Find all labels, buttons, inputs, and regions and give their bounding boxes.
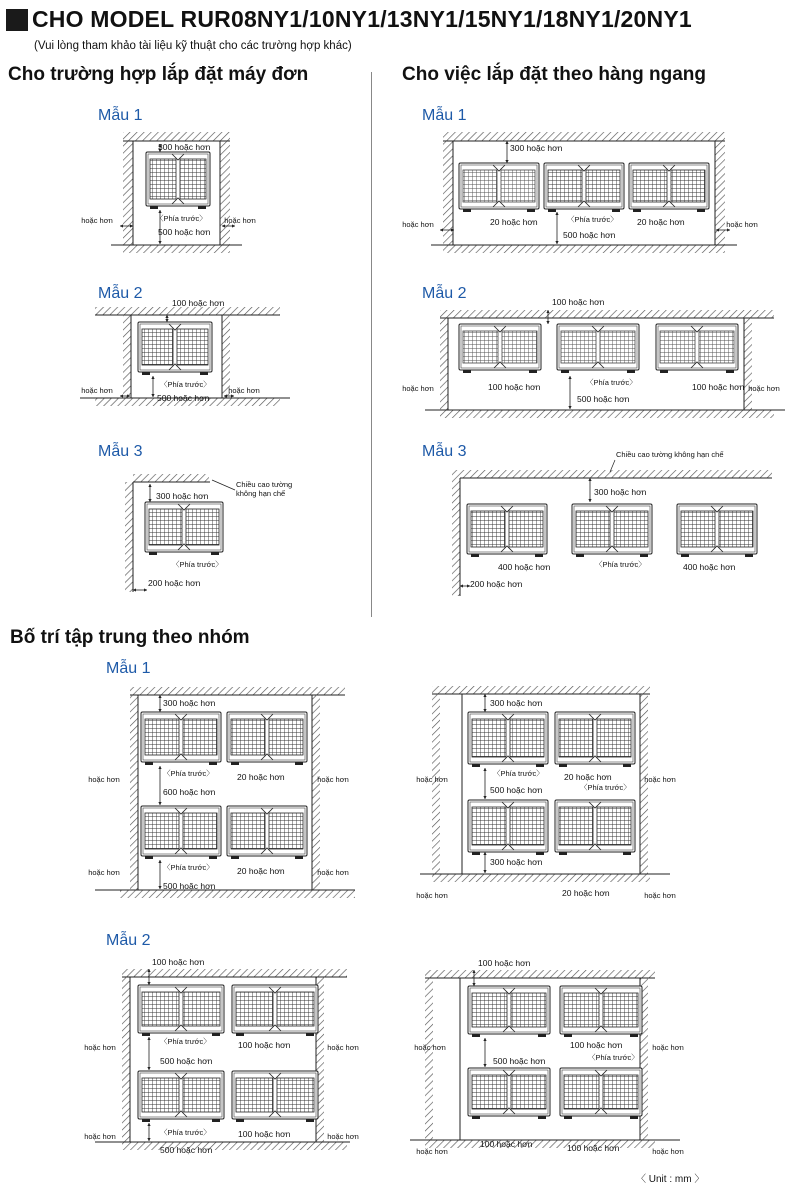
side-clearance-suffix: hoặc hơn	[317, 868, 349, 877]
unit-foot	[211, 552, 219, 555]
outdoor-unit	[560, 1068, 642, 1119]
unit-foot	[576, 554, 584, 557]
unit-foot	[200, 372, 208, 375]
unit-foot	[612, 209, 620, 212]
unit-foot	[538, 1034, 546, 1037]
side-clearance-suffix: hoặc hơn	[644, 775, 676, 784]
outdoor-unit	[459, 163, 539, 212]
dim-rear-label: 200 hoặc hơn	[148, 578, 201, 588]
page-title: CHO MODEL RUR08NY1/10NY1/13NY1/15NY1/18NY1/20NY1	[32, 6, 692, 32]
unit-fan-grill	[180, 159, 206, 199]
unit-fan-grill	[614, 511, 648, 547]
outdoor-unit	[138, 1071, 224, 1122]
dim-rear-label: 200 hoặc hơn	[470, 579, 523, 589]
front-label: 〈Phía trước〉	[163, 769, 214, 778]
unit-foot	[623, 764, 631, 767]
label-horizontal-pattern-2: Mẫu 2	[422, 285, 467, 302]
side-clearance-suffix: hoặc hơn	[84, 1043, 116, 1052]
unit-foot	[548, 209, 556, 212]
outdoor-unit	[557, 324, 639, 373]
unit-fan-grill	[559, 807, 593, 845]
outdoor-unit	[232, 985, 318, 1036]
wall-hatch	[130, 687, 345, 695]
unit-foot	[527, 209, 535, 212]
side-clearance-suffix: hoặc hơn	[402, 384, 434, 393]
outdoor-unit	[227, 806, 307, 859]
unit-fan-grill	[236, 1078, 273, 1112]
unit-foot	[640, 554, 648, 557]
side-clearance-suffix: hoặc hơn	[224, 216, 256, 225]
outdoor-unit	[141, 712, 221, 765]
unit-fan-grill	[559, 719, 593, 757]
side-clearance-suffix: hoặc hơn	[748, 384, 780, 393]
unit-foot	[212, 1033, 220, 1036]
side-clearance-suffix: hoặc hơn	[327, 1043, 359, 1052]
unit-fan-grill	[231, 719, 265, 755]
wall-hatch	[122, 969, 347, 977]
wall-hatch	[133, 474, 209, 482]
unit-fan-grill	[510, 719, 544, 757]
side-clearance-suffix: hoặc hơn	[644, 891, 676, 900]
front-label: 〈Phía trước〉	[595, 560, 646, 569]
dim-gap-label: 20 hoặc hơn	[237, 866, 285, 876]
wall-hatch	[440, 318, 448, 410]
dim-top-label: 100 hoặc hơn	[152, 957, 205, 967]
unit-fan-grill	[183, 992, 220, 1026]
dim-gap-label: 20 hoặc hơn	[637, 217, 685, 227]
unit-fan-grill	[269, 813, 303, 849]
side-clearance-suffix: hoặc hơn	[88, 775, 120, 784]
dim-mid-label: 500 hoặc hơn	[493, 1056, 546, 1066]
dim-front-label: 500 hoặc hơn	[157, 393, 210, 403]
unit-fan-grill	[231, 813, 265, 849]
unit-foot	[681, 554, 689, 557]
unit-fan-grill	[186, 509, 219, 545]
outdoor-unit	[138, 985, 224, 1036]
unit-foot	[295, 856, 303, 859]
unit-fan-grill	[671, 170, 705, 202]
dim-top-label: 100 hoặc hơn	[478, 958, 531, 968]
dim-gap-label: 20 hoặc hơn	[490, 217, 538, 227]
dim-top-label: 100 hoặc hơn	[552, 297, 605, 307]
unit-fan-grill	[472, 807, 506, 845]
dim-top-label: 300 hoặc hơn	[156, 491, 209, 501]
outdoor-unit	[227, 712, 307, 765]
front-label: 〈Phía trước〉	[172, 560, 223, 569]
unit-fan-grill	[142, 1078, 179, 1112]
outdoor-unit	[145, 502, 223, 555]
wall-hatch	[123, 141, 133, 245]
wall-hatch	[123, 245, 230, 253]
unit-fan-grill	[150, 159, 176, 199]
unit-foot	[472, 1116, 480, 1119]
wall-hatch	[425, 970, 655, 978]
wall-hatch	[122, 977, 130, 1142]
unit-foot	[209, 856, 217, 859]
wall-hatch	[95, 307, 280, 315]
side-clearance-suffix: hoặc hơn	[88, 868, 120, 877]
unit-foot	[150, 206, 158, 209]
unit-foot	[142, 1033, 150, 1036]
unit-foot	[472, 764, 480, 767]
unit-fan-grill	[561, 331, 596, 363]
unit-foot	[231, 856, 239, 859]
outdoor-unit	[677, 504, 757, 557]
wall-hatch	[432, 686, 650, 694]
unit-fan-grill	[501, 170, 535, 202]
unit-foot	[295, 762, 303, 765]
unit-fan-grill	[183, 719, 217, 755]
unit-fan-grill	[633, 170, 667, 202]
wall-hatch	[432, 694, 440, 874]
side-clearance-suffix: hoặc hơn	[726, 220, 758, 229]
wall-hatch	[443, 141, 453, 245]
dim-mid-label: 500 hoặc hơn	[160, 1056, 213, 1066]
wall-hatch	[125, 482, 133, 592]
outdoor-unit	[656, 324, 738, 373]
unit-fan-grill	[142, 329, 173, 365]
outdoor-unit	[468, 800, 548, 855]
wall-hatch	[440, 310, 774, 318]
wall-hatch	[715, 141, 725, 245]
outdoor-unit	[468, 1068, 550, 1119]
unit-fan-grill	[149, 509, 182, 545]
unit-fan-grill	[463, 170, 497, 202]
unit-foot	[745, 554, 753, 557]
outdoor-unit	[555, 800, 635, 855]
unit-fan-grill	[603, 993, 638, 1027]
unit-fan-grill	[471, 511, 505, 547]
wall-hatch	[123, 315, 131, 398]
dim-top-label: 300 hoặc hơn	[510, 143, 563, 153]
unit-foot	[536, 852, 544, 855]
unit-foot	[630, 1116, 638, 1119]
side-clearance-suffix: hoặc hơn	[652, 1147, 684, 1156]
dim-front-label: 300 hoặc hơn	[490, 857, 543, 867]
unit-foot	[529, 370, 537, 373]
dim-top-label: 300 hoặc hơn	[594, 487, 647, 497]
unit-fan-grill	[509, 511, 543, 547]
unit-foot	[306, 1119, 314, 1122]
page-subtitle: (Vui lòng tham khảo tài liệu kỹ thuật cho các trường hợp khác)	[34, 40, 352, 52]
side-clearance-suffix: hoặc hơn	[414, 1043, 446, 1052]
unit-foot	[231, 762, 239, 765]
wall-height-note: Chiều cao tường không hạn chế	[616, 450, 724, 459]
dim-gap-label: 100 hoặc hơn	[692, 382, 745, 392]
unit-fan-grill	[548, 170, 582, 202]
wall-hatch	[452, 470, 772, 478]
unit-fan-grill	[142, 992, 179, 1026]
side-clearance-suffix: hoặc hơn	[416, 1147, 448, 1156]
outdoor-unit	[555, 712, 635, 767]
front-label: 〈Phía trước〉	[580, 783, 631, 792]
unit-fan-grill	[472, 993, 507, 1027]
unit-fan-grill	[564, 993, 599, 1027]
dim-mid-label: 600 hoặc hơn	[163, 787, 216, 797]
wall-height-note: Chiều cao tường	[236, 480, 293, 489]
unit-fan-grill	[576, 511, 610, 547]
outdoor-unit	[138, 322, 212, 375]
outdoor-unit	[629, 163, 709, 212]
unit-foot	[538, 1116, 546, 1119]
unit-fan-grill	[277, 1078, 314, 1112]
unit-fan-grill	[177, 329, 208, 365]
outdoor-unit	[232, 1071, 318, 1122]
side-clearance-suffix: hoặc hơn	[327, 1132, 359, 1141]
front-label: 〈Phía trước〉	[493, 769, 544, 778]
side-clearance-suffix: hoặc hơn	[81, 386, 113, 395]
unit-foot	[535, 554, 543, 557]
side-clearance-suffix: hoặc hơn	[228, 386, 260, 395]
front-label: 〈Phía trước〉	[160, 1128, 211, 1137]
dim-gap-label: 20 hoặc hơn	[237, 772, 285, 782]
dim-gap-label: 400 hoặc hơn	[683, 562, 736, 572]
heading-horizontal-install: Cho việc lắp đặt theo hàng ngang	[402, 64, 707, 85]
unit-foot	[623, 852, 631, 855]
unit-foot	[627, 370, 635, 373]
dim-top-label: 300 hoặc hơn	[490, 698, 543, 708]
unit-foot	[564, 1116, 572, 1119]
side-clearance-suffix: hoặc hơn	[416, 775, 448, 784]
dim-gap-label: 20 hoặc hơn	[562, 888, 610, 898]
wall-hatch	[425, 978, 433, 1140]
label-single-pattern-1: Mẫu 1	[98, 107, 143, 124]
unit-foot	[236, 1033, 244, 1036]
unit-foot	[463, 209, 471, 212]
unit-foot	[660, 370, 668, 373]
wall-hatch	[220, 141, 230, 245]
outdoor-unit	[572, 504, 652, 557]
front-label: 〈Phía trước〉	[160, 1037, 211, 1046]
wall-hatch	[312, 695, 320, 890]
wall-hatch	[443, 132, 725, 141]
dim-gap-label: 100 hoặc hơn	[238, 1040, 291, 1050]
unit-fan-grill	[236, 992, 273, 1026]
dim-front-label: 100 hoặc hơn	[480, 1139, 533, 1149]
dim-mid-label: 500 hoặc hơn	[490, 785, 543, 795]
unit-fan-grill	[269, 719, 303, 755]
unit-foot	[472, 1034, 480, 1037]
unit-foot	[212, 1119, 220, 1122]
wall-hatch	[443, 245, 725, 253]
dim-front-label: 500 hoặc hơn	[563, 230, 616, 240]
unit-foot	[559, 764, 567, 767]
front-label: 〈Phía trước〉	[586, 378, 637, 387]
outdoor-unit	[560, 986, 642, 1037]
leader-line	[212, 480, 235, 490]
unit-fan-grill	[511, 993, 546, 1027]
heading-group-install: Bố trí tập trung theo nhóm	[10, 627, 250, 648]
dim-top-label: 300 hoặc hơn	[163, 698, 216, 708]
unit-fan-grill	[472, 1075, 507, 1109]
unit-foot	[236, 1119, 244, 1122]
unit-note: 〈 Unit : mm 〉	[636, 1174, 705, 1185]
label-group-pattern-2: Mẫu 2	[106, 932, 151, 949]
front-label: 〈Phía trước〉	[588, 1053, 639, 1062]
wall-hatch	[425, 1140, 655, 1148]
dim-top-label: 100 hoặc hơn	[172, 298, 225, 308]
unit-fan-grill	[660, 331, 695, 363]
unit-fan-grill	[183, 1078, 220, 1112]
unit-fan-grill	[603, 1075, 638, 1109]
outdoor-unit	[544, 163, 624, 212]
label-single-pattern-2: Mẫu 2	[98, 285, 143, 302]
dim-gap-label: 100 hoặc hơn	[567, 1143, 620, 1153]
label-horizontal-pattern-1: Mẫu 1	[422, 107, 467, 124]
unit-fan-grill	[472, 719, 506, 757]
unit-fan-grill	[510, 807, 544, 845]
wall-hatch	[120, 890, 355, 898]
outdoor-unit	[468, 986, 550, 1037]
unit-fan-grill	[145, 813, 179, 849]
dim-gap-label: 100 hoặc hơn	[238, 1129, 291, 1139]
unit-foot	[561, 370, 569, 373]
unit-foot	[306, 1033, 314, 1036]
unit-fan-grill	[597, 719, 631, 757]
unit-fan-grill	[719, 511, 753, 547]
unit-foot	[198, 206, 206, 209]
unit-fan-grill	[699, 331, 734, 363]
unit-fan-grill	[681, 511, 715, 547]
front-label: 〈Phía trước〉	[163, 863, 214, 872]
side-clearance-suffix: hoặc hơn	[652, 1043, 684, 1052]
unit-fan-grill	[183, 813, 217, 849]
wall-hatch	[744, 318, 752, 410]
dim-gap-label: 20 hoặc hơn	[564, 772, 612, 782]
wall-hatch	[122, 1142, 347, 1150]
label-group-pattern-1: Mẫu 1	[106, 660, 151, 677]
dim-gap-label: 100 hoặc hơn	[570, 1040, 623, 1050]
unit-fan-grill	[277, 992, 314, 1026]
unit-foot	[559, 852, 567, 855]
wall-hatch	[440, 410, 774, 418]
outdoor-unit	[141, 806, 221, 859]
unit-foot	[142, 1119, 150, 1122]
dim-front-label: 500 hoặc hơn	[163, 881, 216, 891]
unit-fan-grill	[586, 170, 620, 202]
unit-foot	[697, 209, 705, 212]
front-label: 〈Phía trước〉	[156, 214, 207, 223]
unit-fan-grill	[502, 331, 537, 363]
wall-height-note: không hạn chế	[236, 489, 286, 498]
front-label: 〈Phía trước〉	[567, 215, 618, 224]
side-clearance-suffix: hoặc hơn	[81, 216, 113, 225]
label-horizontal-pattern-3: Mẫu 3	[422, 443, 467, 460]
unit-foot	[726, 370, 734, 373]
outdoor-unit	[459, 324, 541, 373]
unit-foot	[471, 554, 479, 557]
unit-foot	[630, 1034, 638, 1037]
unit-foot	[536, 764, 544, 767]
outdoor-unit	[146, 152, 210, 209]
unit-fan-grill	[597, 807, 631, 845]
side-clearance-suffix: hoặc hơn	[402, 220, 434, 229]
unit-foot	[472, 852, 480, 855]
wall-hatch	[432, 874, 650, 882]
unit-fan-grill	[600, 331, 635, 363]
dim-top-label: 300 hoặc hơn	[158, 142, 211, 152]
dim-gap-label: 100 hoặc hơn	[488, 382, 541, 392]
wall-hatch	[452, 478, 460, 596]
unit-foot	[149, 552, 157, 555]
unit-foot	[209, 762, 217, 765]
unit-fan-grill	[511, 1075, 546, 1109]
outdoor-unit	[468, 712, 548, 767]
unit-fan-grill	[145, 719, 179, 755]
dim-front-label: 500 hoặc hơn	[577, 394, 630, 404]
wall-hatch	[123, 132, 230, 141]
label-single-pattern-3: Mẫu 3	[98, 443, 143, 460]
unit-foot	[145, 856, 153, 859]
dim-front-label: 500 hoặc hơn	[160, 1145, 213, 1155]
unit-foot	[145, 762, 153, 765]
unit-foot	[564, 1034, 572, 1037]
unit-fan-grill	[463, 331, 498, 363]
unit-fan-grill	[564, 1075, 599, 1109]
heading-single-install: Cho trường hợp lắp đặt máy đơn	[8, 64, 309, 85]
unit-foot	[142, 372, 150, 375]
unit-foot	[463, 370, 471, 373]
unit-foot	[633, 209, 641, 212]
front-label: 〈Phía trước〉	[160, 380, 211, 389]
side-clearance-suffix: hoặc hơn	[84, 1132, 116, 1141]
dim-front-label: 500 hoặc hơn	[158, 227, 211, 237]
wall-hatch	[130, 695, 138, 890]
outdoor-unit	[467, 504, 547, 557]
side-clearance-suffix: hoặc hơn	[317, 775, 349, 784]
dim-gap-label: 400 hoặc hơn	[498, 562, 551, 572]
side-clearance-suffix: hoặc hơn	[416, 891, 448, 900]
wall-hatch	[640, 694, 648, 874]
